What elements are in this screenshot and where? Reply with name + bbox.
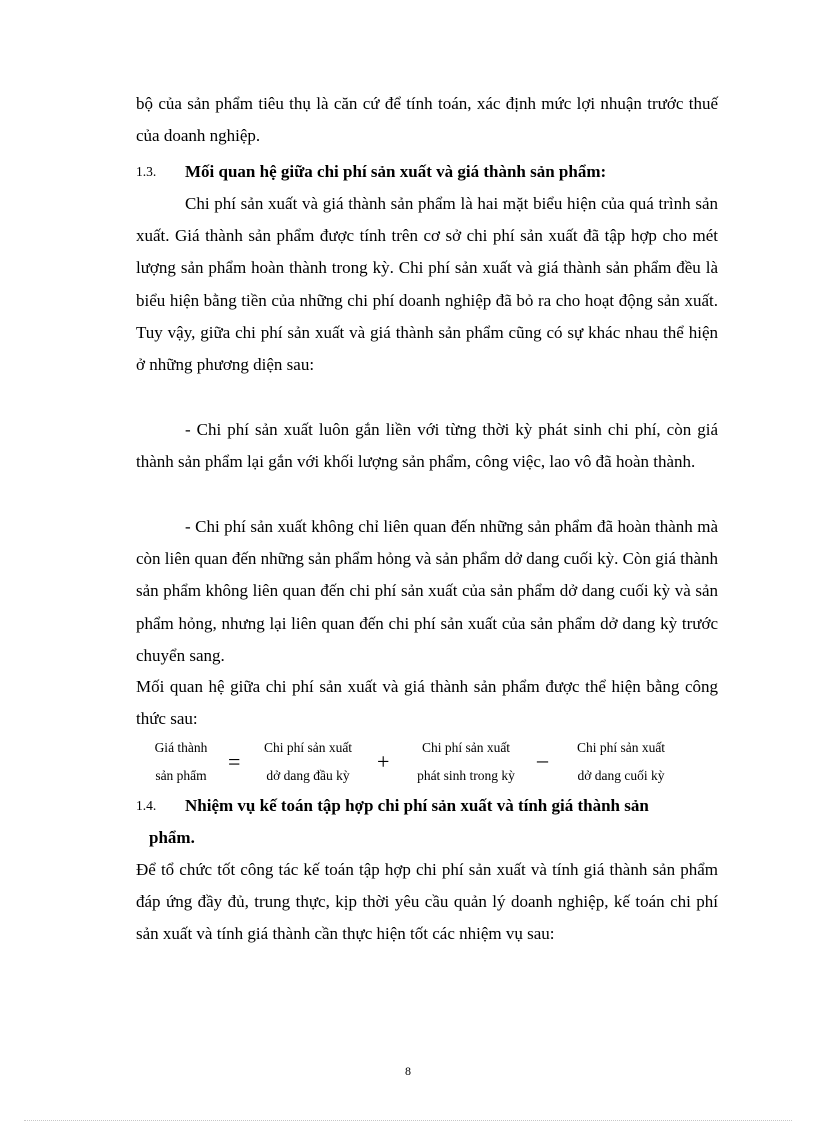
paragraph-formula-intro: Mối quan hệ giữa chi phí sản xuất và giá thành sản phẩm được thể hiện bằng công thức sau:: [136, 677, 718, 729]
paragraph-profit-basis: bộ của sản phẩm tiêu thụ là căn cứ để tính toán, xác định mức lợi nhuận trước thuế của doanh nghiệp.: [136, 94, 718, 146]
page-number: 8: [405, 1064, 411, 1078]
formula-term1-line2: dở dang đầu kỳ: [266, 768, 350, 783]
formula-lhs-line2: sản phẩm: [155, 768, 207, 783]
formula-equals-sign: =: [228, 749, 241, 774]
section-heading-1-3: [136, 156, 736, 188]
formula-lhs: [136, 734, 226, 790]
paragraph-difference-period: - Chi phí sản xuất luôn gắn liền với từng thời kỳ phát sinh chi phí, còn giá thành sản phẩm lại gắn với khối lượng sản phẩm, công việc, lao vô đã hoàn thành.: [136, 420, 718, 472]
formula-term-opening-wip: [248, 734, 368, 790]
section-title-line1: Nhiệm vụ kế toán tập hợp chi phí sản xuất và tính giá thành sản: [185, 796, 649, 815]
section-title-line2: phẩm.: [149, 828, 195, 847]
page-bottom-divider: [24, 1120, 792, 1121]
formula-term3-line2: dở dang cuối kỳ: [577, 768, 665, 783]
section-number: 1.3.: [136, 164, 157, 179]
formula-term1-line1: Chi phí sản xuất: [263, 740, 353, 755]
formula-term3-line1: Chi phí sản xuất: [576, 740, 666, 755]
formula-term2-line2: phát sinh trong kỳ: [417, 768, 515, 783]
formula-plus-sign: +: [377, 749, 390, 774]
paragraph-relationship-intro: Chi phí sản xuất và giá thành sản phẩm là hai mặt biểu hiện của quá trình sản xuất. Giá thành sản phẩm được tính trên cơ sở chi phí sản xuất đã tập hợp cho mét lượng sản phẩm hoàn thành trong kỳ. Chi phí sản xuất và giá thành sản phẩm đều là biểu hiện bằng tiền của những chi phí doanh nghiệp đã bỏ ra cho hoạt động sản xuất. Tuy vậy, giữa chi phí sản xuất và giá thành sản phẩm cũng có sự khác nhau thể hiện ở những phương diện sau:: [136, 194, 718, 375]
formula-term-closing-wip: [558, 734, 684, 790]
formula-term-incurred: [396, 734, 536, 790]
paragraph-difference-scope: - Chi phí sản xuất không chỉ liên quan đến những sản phẩm đã hoàn thành mà còn liên quan đến những sản phẩm hỏng và sản phẩm dở dang cuối kỳ. Còn giá thành sản phẩm không liên quan đến chi phí sản xuất của sản phẩm dở dang cuối kỳ và sản phẩm hỏng, nhưng lại liên quan đến chi phí sản xuất của sản phẩm dở dang kỳ trước chuyển sang.: [136, 517, 718, 665]
section-number: 1.4.: [136, 798, 157, 813]
paragraph-tasks-intro: Để tổ chức tốt công tác kế toán tập hợp chi phí sản xuất và tính giá thành sản phẩm đáp ứng đầy đủ, trung thực, kịp thời yêu cầu quản lý doanh nghiệp, kế toán chi phí sản xuất và tính giá thành cần thực hiện tốt các nhiệm vụ sau:: [136, 860, 718, 944]
formula-minus-sign: –: [537, 747, 548, 772]
formula-term2-line1: Chi phí sản xuất: [421, 740, 511, 755]
section-heading-1-4: [136, 790, 736, 854]
section-title: Mối quan hệ giữa chi phí sản xuất và giá thành sản phẩm:: [185, 162, 607, 181]
formula-lhs-line1: Giá thành: [154, 740, 208, 755]
